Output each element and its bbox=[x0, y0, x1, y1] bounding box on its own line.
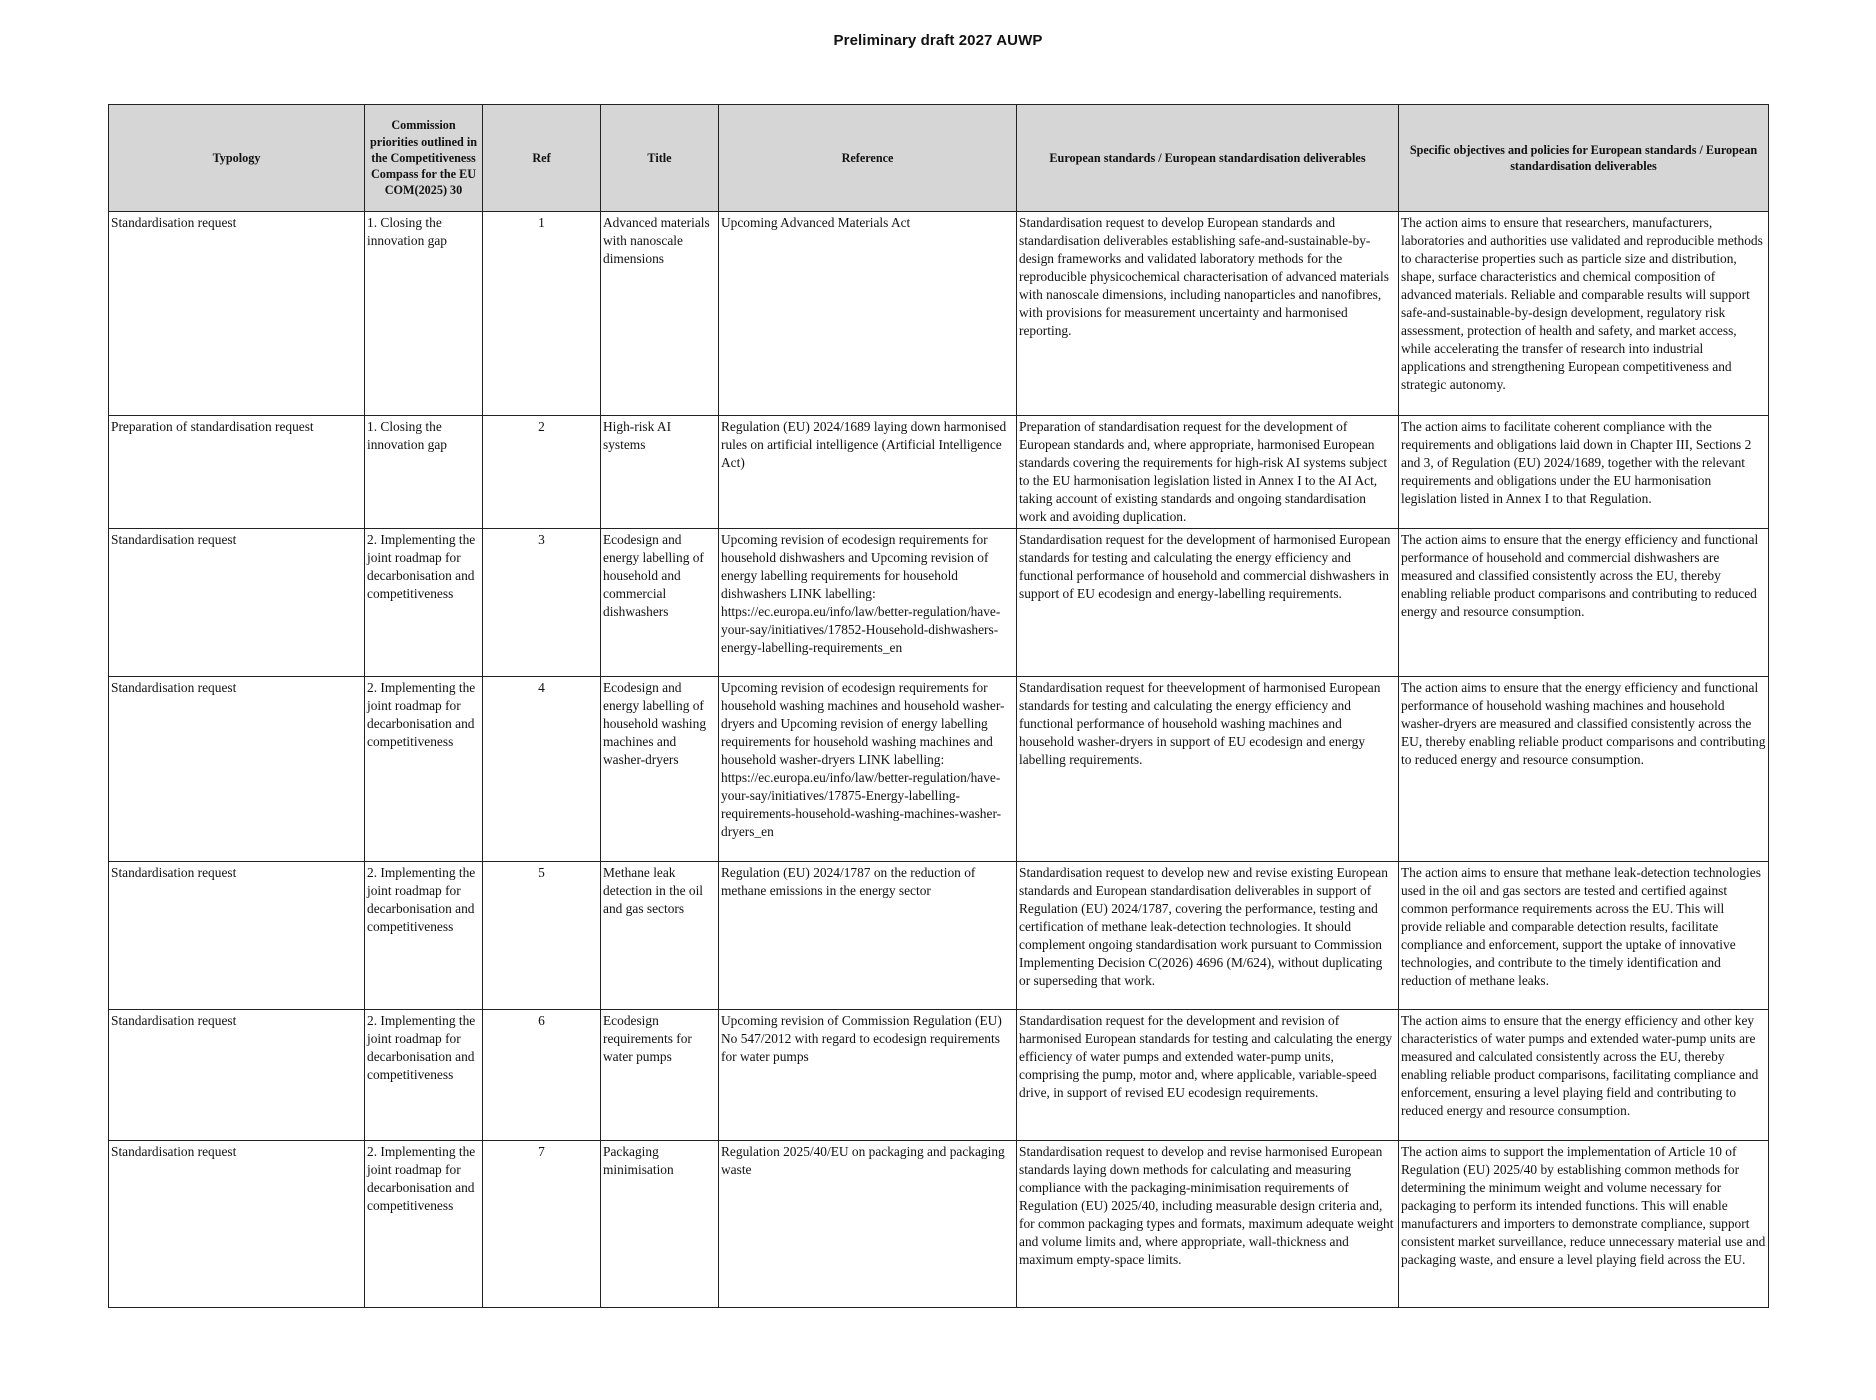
cell-reference: Regulation (EU) 2024/1787 on the reduction of methane emissions in the energy sector bbox=[719, 862, 1017, 1010]
cell-objectives: The action aims to ensure that researchers, manufacturers, laboratories and authorities use validated and reproducible methods to characterise properties such as particle size and distribution, shape, surface characteristics and chemical composition of advanced materials. Reliable and comparable results will support safe-and-sustainable-by-design development, regulatory risk assessment, protection of health and safety, and market access, while accelerating the transfer of research into industrial applications and strengthening European competitiveness and strategic autonomy. bbox=[1399, 212, 1769, 416]
table-row bbox=[109, 529, 1769, 677]
cell-deliverables: Standardisation request for the development and revision of harmonised European standards for testing and calculating the energy efficiency of water pumps and extended water-pump units, comprising the pump, motor and, where applicable, variable-speed drive, in support of revised EU ecodesign requirements. bbox=[1017, 1010, 1399, 1141]
cell-reference: Upcoming revision of ecodesign requirements for household washing machines and household washer-dryers and Upcoming revision of energy labelling requirements for household washing machines and household washer-dryers LINK labelling: https://ec.europa.eu/info/law/better-regulation/have-your-say/initiatives/17875-Energy-labelling-requirements-household-washing-machines-washer-dryers_en bbox=[719, 677, 1017, 862]
page-title: Preliminary draft 2027 AUWP bbox=[833, 32, 1043, 49]
cell-deliverables: Standardisation request to develop European standards and standardisation deliverables establishing safe-and-sustainable-by-design frameworks and validated laboratory methods for the reproducible physicochemical characterisation of advanced materials with nanoscale dimensions, including nanoparticles and nanofibres, with provisions for measurement uncertainty and harmonised reporting. bbox=[1017, 212, 1399, 416]
cell-objectives: The action aims to support the implementation of Article 10 of Regulation (EU) 2025/40 by establishing common methods for determining the minimum weight and volume necessary for packaging to perform its intended functions. This will enable manufacturers and importers to demonstrate compliance, support consistent market surveillance, reduce unnecessary material use and packaging waste, and ensure a level playing field across the EU. bbox=[1399, 1141, 1769, 1308]
cell-ref: 3 bbox=[483, 529, 601, 677]
cell-reference: Upcoming revision of ecodesign requirements for household dishwashers and Upcoming revision of energy labelling requirements for household dishwashers LINK labelling: https://ec.europa.eu/info/law/better-regulation/have-your-say/initiatives/17852-Household-dishwashers-energy-labelling-requirements_en bbox=[719, 529, 1017, 677]
cell-priority: 2. Implementing the joint roadmap for decarbonisation and competitiveness bbox=[365, 529, 483, 677]
cell-deliverables: Standardisation request for the development of harmonised European standards for testing and calculating the energy efficiency and functional performance of household and commercial dishwashers in support of EU ecodesign and energy-labelling requirements. bbox=[1017, 529, 1399, 677]
cell-reference: Upcoming Advanced Materials Act bbox=[719, 212, 1017, 416]
cell-ref: 2 bbox=[483, 416, 601, 529]
cell-ref: 1 bbox=[483, 212, 601, 416]
cell-typology: Standardisation request bbox=[109, 862, 365, 1010]
table-row bbox=[109, 862, 1769, 1010]
table-row bbox=[109, 1010, 1769, 1141]
cell-priority: 1. Closing the innovation gap bbox=[365, 212, 483, 416]
cell-typology: Standardisation request bbox=[109, 212, 365, 416]
cell-priority: 2. Implementing the joint roadmap for decarbonisation and competitiveness bbox=[365, 677, 483, 862]
cell-priority: 2. Implementing the joint roadmap for decarbonisation and competitiveness bbox=[365, 1010, 483, 1141]
cell-reference: Upcoming revision of Commission Regulation (EU) No 547/2012 with regard to ecodesign requirements for water pumps bbox=[719, 1010, 1017, 1141]
cell-deliverables: Standardisation request for theevelopment of harmonised European standards for testing and calculating the energy efficiency and functional performance of household washing machines and household washer-dryers in support of EU ecodesign and energy labelling requirements. bbox=[1017, 677, 1399, 862]
cell-title: Packaging minimisation bbox=[601, 1141, 719, 1308]
cell-ref: 6 bbox=[483, 1010, 601, 1141]
cell-title: Ecodesign and energy labelling of household and commercial dishwashers bbox=[601, 529, 719, 677]
cell-title: High-risk AI systems bbox=[601, 416, 719, 529]
cell-reference: Regulation 2025/40/EU on packaging and packaging waste bbox=[719, 1141, 1017, 1308]
cell-typology: Standardisation request bbox=[109, 1010, 365, 1141]
cell-ref: 7 bbox=[483, 1141, 601, 1308]
table-row bbox=[109, 416, 1769, 529]
cell-ref: 4 bbox=[483, 677, 601, 862]
table-header-row bbox=[109, 105, 1769, 212]
cell-title: Methane leak detection in the oil and gas sectors bbox=[601, 862, 719, 1010]
cell-priority: 1. Closing the innovation gap bbox=[365, 416, 483, 529]
cell-reference: Regulation (EU) 2024/1689 laying down harmonised rules on artificial intelligence (Artificial Intelligence Act) bbox=[719, 416, 1017, 529]
table-row bbox=[109, 1141, 1769, 1308]
cell-deliverables: Standardisation request to develop new and revise existing European standards and European standardisation deliverables in support of Regulation (EU) 2024/1787, covering the performance, testing and certification of methane leak-detection technologies. It should complement ongoing standardisation work pursuant to Commission Implementing Decision C(2026) 4696 (M/624), without duplicating or superseding that work. bbox=[1017, 862, 1399, 1010]
cell-ref: 5 bbox=[483, 862, 601, 1010]
header-priorities: Commission priorities outlined in the Competitiveness Compass for the EU COM(2025) 30 bbox=[365, 105, 483, 212]
cell-priority: 2. Implementing the joint roadmap for decarbonisation and competitiveness bbox=[365, 862, 483, 1010]
cell-typology: Standardisation request bbox=[109, 529, 365, 677]
header-title: Title bbox=[601, 105, 719, 212]
table-row bbox=[109, 212, 1769, 416]
cell-deliverables: Standardisation request to develop and revise harmonised European standards laying down methods for calculating and measuring compliance with the packaging-minimisation requirements of Regulation (EU) 2025/40, including measurable design criteria and, for common packaging types and formats, maximum adequate weight and volume limits and, where appropriate, wall-thickness and maximum empty-space limits. bbox=[1017, 1141, 1399, 1308]
cell-title: Ecodesign requirements for water pumps bbox=[601, 1010, 719, 1141]
cell-typology: Standardisation request bbox=[109, 677, 365, 862]
table-row bbox=[109, 677, 1769, 862]
work-programme-table bbox=[108, 104, 1769, 1308]
cell-objectives: The action aims to ensure that methane leak-detection technologies used in the oil and gas sectors are tested and certified against common performance requirements across the EU. This will provide reliable and comparable detection results, facilitate compliance and enforcement, support the uptake of innovative technologies, and contribute to the timely identification and reduction of methane leaks. bbox=[1399, 862, 1769, 1010]
cell-title: Advanced materials with nanoscale dimensions bbox=[601, 212, 719, 416]
cell-priority: 2. Implementing the joint roadmap for decarbonisation and competitiveness bbox=[365, 1141, 483, 1308]
cell-objectives: The action aims to ensure that the energy efficiency and other key characteristics of water pumps and extended water-pump units are measured and calculated consistently across the EU, thereby enabling reliable product comparisons, facilitating compliance and enforcement, ensuring a level playing field and contributing to reduced energy and resource consumption. bbox=[1399, 1010, 1769, 1141]
header-objectives: Specific objectives and policies for European standards / European standardisation deliverables bbox=[1399, 105, 1769, 212]
cell-typology: Preparation of standardisation request bbox=[109, 416, 365, 529]
cell-objectives: The action aims to ensure that the energy efficiency and functional performance of household and commercial dishwashers are measured and classified consistently across the EU, thereby enabling reliable product comparisons and contributing to reduced energy and resource consumption. bbox=[1399, 529, 1769, 677]
cell-objectives: The action aims to facilitate coherent compliance with the requirements and obligations laid down in Chapter III, Sections 2 and 3, of Regulation (EU) 2024/1689, together with the relevant requirements and obligations under the EU harmonisation legislation listed in Annex I to that Regulation. bbox=[1399, 416, 1769, 529]
header-ref: Ref bbox=[483, 105, 601, 212]
header-reference: Reference bbox=[719, 105, 1017, 212]
cell-objectives: The action aims to ensure that the energy efficiency and functional performance of household washing machines and household washer-dryers are measured and classified consistently across the EU, thereby enabling reliable product comparisons and contributing to reduced energy and resource consumption. bbox=[1399, 677, 1769, 862]
cell-deliverables: Preparation of standardisation request for the development of European standards and, where appropriate, harmonised European standards covering the requirements for high-risk AI systems subject to the EU harmonisation legislation listed in Annex I to the AI Act, taking account of existing standards and ongoing standardisation work and avoiding duplication. bbox=[1017, 416, 1399, 529]
header-deliverables: European standards / European standardisation deliverables bbox=[1017, 105, 1399, 212]
cell-title: Ecodesign and energy labelling of household washing machines and washer-dryers bbox=[601, 677, 719, 862]
cell-typology: Standardisation request bbox=[109, 1141, 365, 1308]
header-typology: Typology bbox=[109, 105, 365, 212]
